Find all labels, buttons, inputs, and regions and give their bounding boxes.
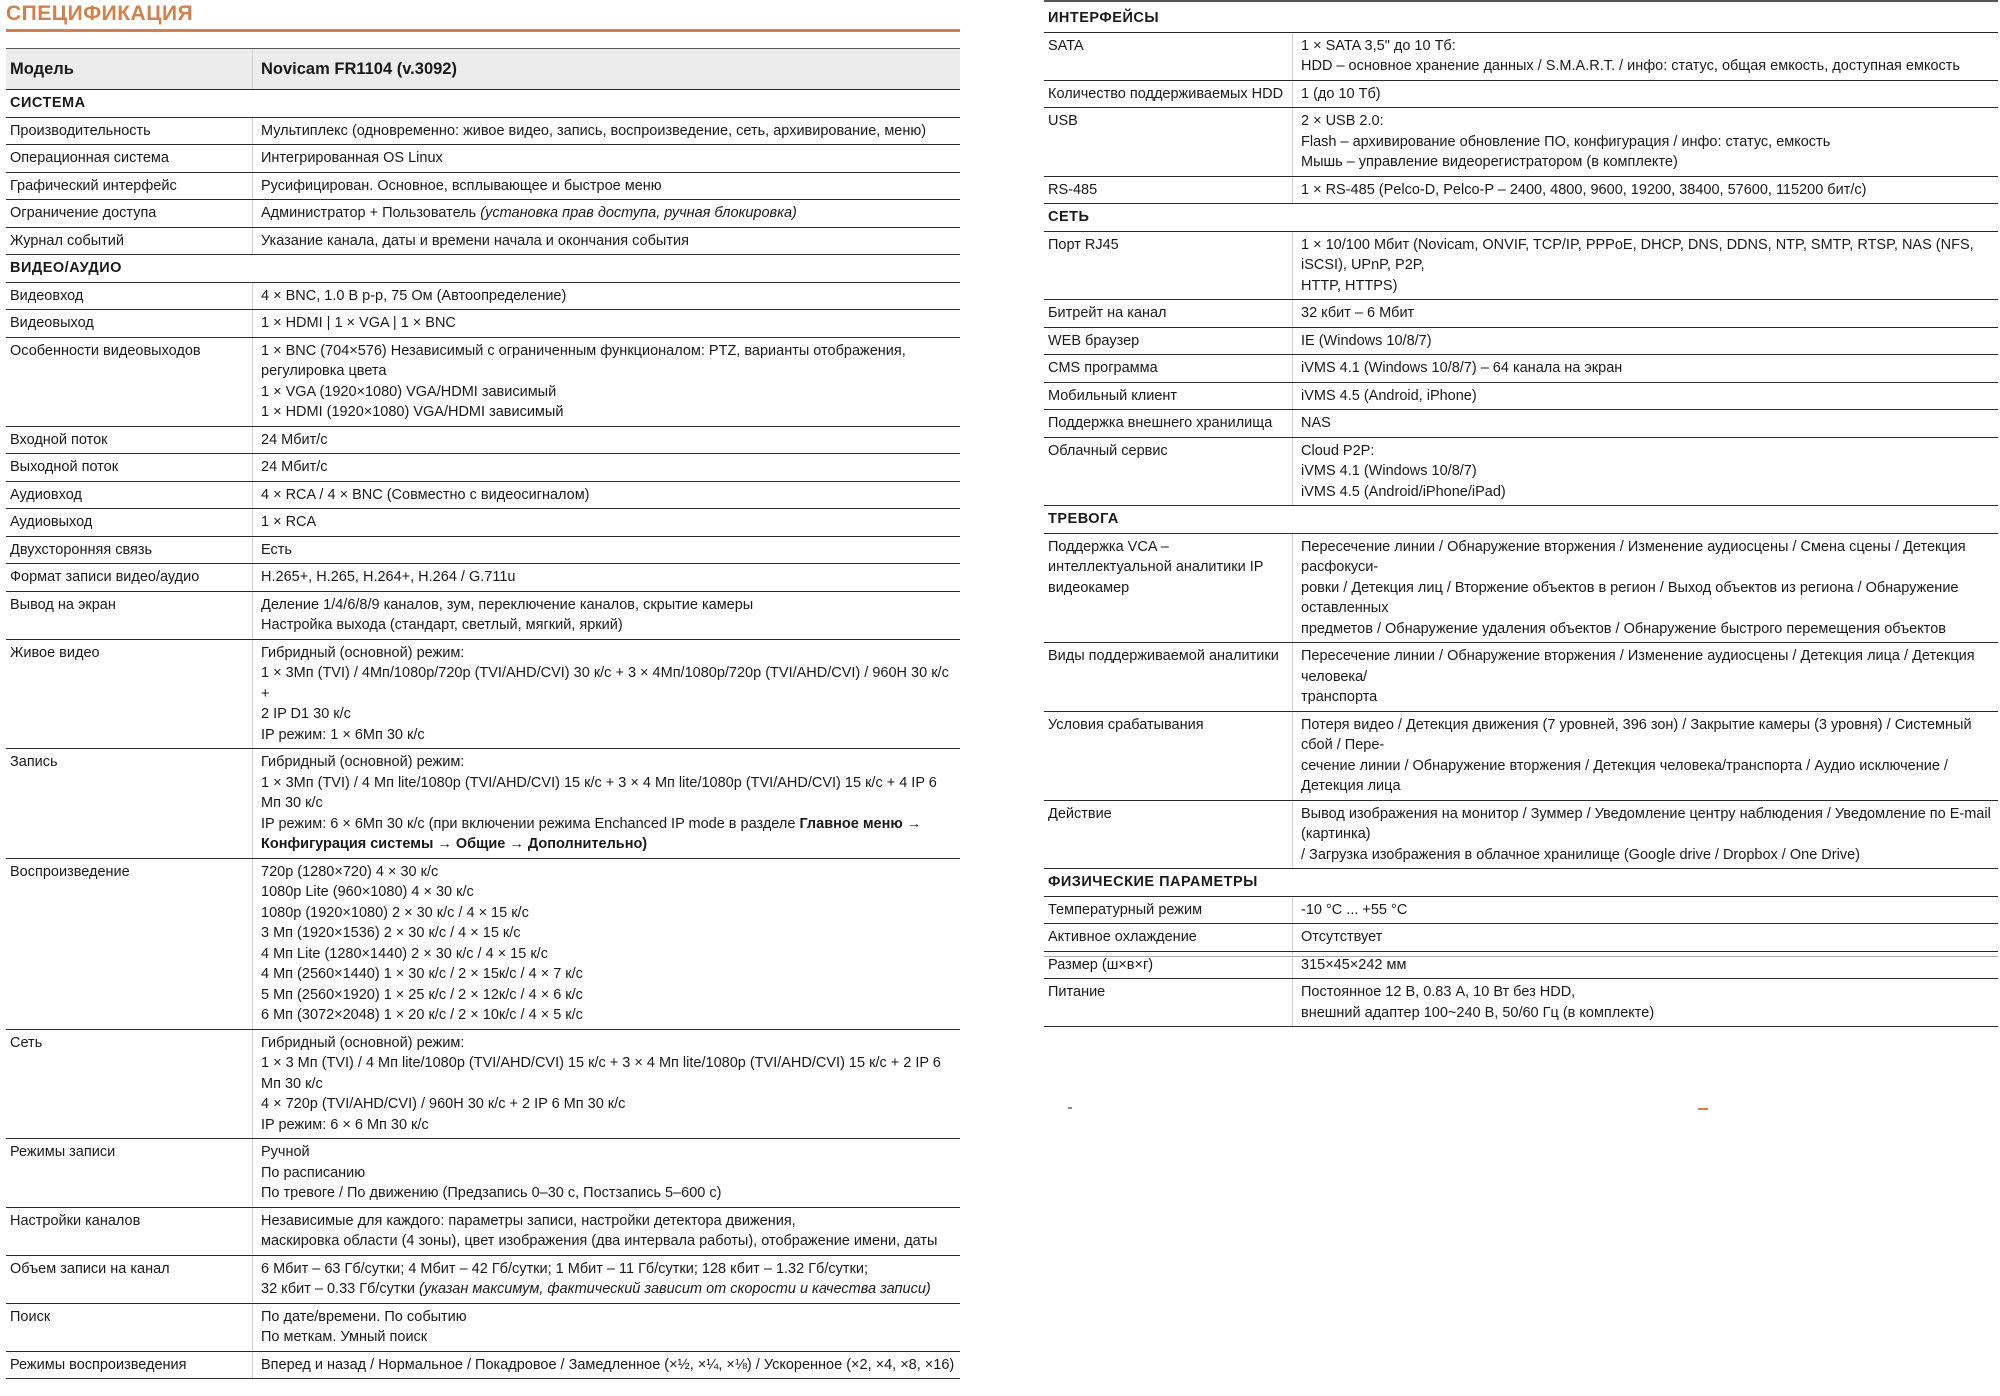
spec-value — [252, 145, 960, 172]
spec-label: Двухсторонняя связь — [10, 541, 153, 558]
spec-value-text: -10 °C ... +55 °C — [1301, 901, 1408, 918]
spec-row — [6, 537, 960, 565]
spec-row — [6, 1030, 960, 1140]
spec-value — [1292, 81, 1998, 108]
spec-value-text: Гибридный (основной) режим: 1 × 3Мп (TVI) / 4 Мп lite/1080p (TVI/AHD/CVI) 15 к/с + 3 × 4 Мп lite/1080p (TVI/AHD/CVI) 15 к/с + 4 IP 6 Мп 30 к/с IP режим: 6 × 6Мп 30 к/с (при включении режима Enchanced IP mode в разделе — [261, 754, 937, 832]
spec-value-text: 2 × USB 2.0: Flash – архивирование обновление ПО, конфигурация / инфо: статус, емкость Мышь – управление видеорегистратором (в комплекте) — [1301, 113, 1831, 170]
spec-label: Видеовыход — [10, 315, 94, 331]
spec-row — [6, 454, 960, 482]
spec-value — [1292, 355, 1998, 382]
spec-label: Аудиовыход — [10, 514, 93, 530]
spec-label: Запись — [10, 754, 58, 770]
page-title: СПЕЦИФИКАЦИЯ — [6, 2, 194, 25]
spec-value — [252, 482, 960, 509]
spec-row — [1044, 924, 1998, 952]
spec-value-text: Есть — [261, 541, 292, 558]
spec-row — [6, 145, 960, 173]
spec-label: Облачный сервис — [1048, 442, 1168, 459]
spec-label: Питание — [1048, 984, 1106, 1000]
spec-value-text: 32 кбит – 6 Мбит — [1301, 305, 1415, 321]
spec-value — [252, 228, 960, 255]
stray-mark — [1698, 1108, 1708, 1110]
spec-value-text: 6 Мбит – 63 Гб/сутки; 4 Мбит – 42 Гб/сутки; 1 Мбит – 11 Гб/сутки; 128 кбит – 1.32 Гб/сутки; 32 кбит – 0.33 Гб/сутки — [261, 1260, 868, 1297]
spec-row — [6, 1256, 960, 1304]
spec-value — [252, 592, 960, 639]
spec-value — [252, 1304, 960, 1351]
spec-value-text: iVMS 4.5 (Android, iPhone) — [1301, 387, 1477, 404]
spec-value-text: Пересечение линии / Обнаружение вторжения / Изменение аудиосцены / Детекция лица / Детекция человека/ транспорта — [1301, 648, 1975, 705]
spec-label: Активное охлаждение — [1048, 929, 1197, 945]
spec-value-text: IE (Windows 10/8/7) — [1301, 332, 1432, 349]
spec-label: Режимы воспроизведения — [10, 1356, 187, 1373]
spec-row — [1044, 33, 1998, 81]
spec-row — [6, 1352, 960, 1380]
spec-value — [252, 537, 960, 564]
spec-row — [1044, 712, 1998, 801]
spec-label: USB — [1048, 113, 1078, 129]
spec-label: Настройки каналов — [10, 1212, 141, 1229]
spec-value-text: 1 (до 10 Тб) — [1301, 85, 1381, 102]
spec-row — [1044, 410, 1998, 438]
spec-label: CMS программа — [1048, 360, 1158, 376]
spec-value-text: Интегрированная OS Linux — [261, 150, 443, 166]
spec-value — [1292, 801, 1998, 869]
spec-row — [1044, 383, 1998, 411]
spec-value — [1292, 979, 1998, 1026]
spec-row — [6, 427, 960, 455]
spec-label: WEB браузер — [1048, 332, 1140, 349]
spec-value — [1292, 924, 1998, 951]
spec-value — [1292, 328, 1998, 355]
spec-value-text: Русифицирован. Основное, всплывающее и быстрое меню — [261, 177, 662, 194]
spec-value-text: 4 × BNC, 1.0 В p-p, 75 Ом (Автоопределение) — [261, 287, 567, 304]
spec-label: Поддержка внешнего хранилища — [1048, 415, 1273, 431]
spec-value-text: Мультиплекс (одновременно: живое видео, запись, воспроизведение, сеть, архивирование, меню) — [261, 122, 927, 139]
spec-row — [6, 859, 960, 1030]
spec-label: Температурный режим — [1048, 901, 1203, 918]
spec-value — [252, 338, 960, 426]
spec-value-note: (установка прав доступа, ручная блокировка) — [480, 205, 797, 221]
spec-value-text: Указание канала, даты и времени начала и окончания события — [261, 232, 689, 249]
spec-value-text: 4 × RCA / 4 × BNC (Совместно с видеосигналом) — [261, 486, 590, 503]
spec-value — [252, 509, 960, 536]
spec-value-text: Гибридный (основной) режим: 1 × 3Мп (TVI) / 4Мп/1080p/720p (TVI/AHD/CVI) 30 к/с + 3 × 4Мп/1080p/720p (TVI/AHD/CVI) / 960H 30 к/с + 2 IP D1 30 к/с IP режим: 1 × 6Мп 30 к/с — [261, 644, 949, 743]
spec-label: Действие — [1048, 805, 1112, 822]
spec-row — [6, 1304, 960, 1352]
spec-value-text: Деление 1/4/6/8/9 каналов, зум, переключение каналов, скрытие камеры Настройка выхода (стандарт, светлый, мягкий, яркий) — [261, 596, 754, 633]
spec-row — [1044, 300, 1998, 328]
spec-value — [1292, 438, 1998, 506]
spec-value-text: 1 × RS-485 (Pelco-D, Pelco-P – 2400, 4800, 9600, 19200, 38400, 57600, 115200 бит/с) — [1301, 181, 1867, 198]
spec-label: Входной поток — [10, 431, 108, 448]
spec-row — [6, 749, 960, 859]
spec-row — [1044, 108, 1998, 177]
spec-label: Поиск — [10, 1308, 51, 1325]
spec-label: Графический интерфейс — [10, 177, 177, 194]
spec-row — [6, 1139, 960, 1208]
spec-label: Размер (ш×в×г) — [1048, 956, 1154, 973]
right-column — [1044, 0, 1998, 1027]
spec-label: Количество поддерживаемых HDD — [1048, 85, 1284, 102]
spec-value-text: Потеря видео / Детекция движения (7 уровней, 396 зон) / Закрытие камеры (3 уровня) / Системный сбой / Пере- сечение линии / Обнаружение вторжения / Детекция человека/транспорта / Аудио исключение / Детекция лица — [1301, 716, 1972, 794]
spec-row — [1044, 534, 1998, 644]
spec-label: Режимы записи — [10, 1144, 116, 1160]
model-value: Novicam FR1104 (v.3092) — [252, 49, 960, 89]
spec-value — [252, 283, 960, 310]
spec-value — [252, 1030, 960, 1139]
spec-row — [1044, 897, 1998, 925]
spec-value — [252, 454, 960, 481]
spec-value — [1292, 643, 1998, 711]
spec-label: Журнал событий — [10, 232, 124, 249]
spec-label: Производительность — [10, 122, 151, 139]
spec-row — [1044, 232, 1998, 301]
spec-value — [252, 427, 960, 454]
left-column — [6, 0, 960, 1379]
spec-row — [6, 1208, 960, 1256]
spec-value — [252, 859, 960, 1029]
spec-value-text: По дате/времени. По событию По меткам. Умный поиск — [261, 1308, 467, 1345]
spec-value-text: 1 × BNC (704×576) Независимый с ограниченным функционалом: PTZ, варианты отображения, регулировка цвета 1 × VGA (1920×1080) VGA/HDMI зависимый 1 × HDMI (1920×1080) VGA/HDMI зависимый — [261, 342, 906, 420]
spec-value-text: 1 × HDMI | 1 × VGA | 1 × BNC — [261, 315, 456, 331]
spec-label: Мобильный клиент — [1048, 387, 1178, 404]
spec-row — [6, 283, 960, 311]
spec-label: Видеовход — [10, 287, 84, 304]
spec-row — [1044, 177, 1998, 205]
spec-value-text: Постоянное 12 В, 0.83 А, 10 Вт без HDD, внешний адаптер 100~240 В, 50/60 Гц (в комплекте) — [1301, 984, 1655, 1021]
section-title: ИНТЕРФЕЙСЫ — [1044, 0, 1998, 33]
spec-value — [1292, 712, 1998, 800]
spec-value — [1292, 410, 1998, 437]
spec-row — [6, 228, 960, 256]
spec-value-text: 1 × 10/100 Мбит (Novicam, ONVIF, TCP/IP, PPPoE, DHCP, DNS, DDNS, NTP, SMTP, RTSP, NAS (NFS, iSCSI), UPnP, P2P, HTTP, HTTPS) — [1301, 236, 1974, 294]
spec-row — [1044, 328, 1998, 356]
spec-row — [1044, 438, 1998, 507]
spec-value-text: Вывод изображения на монитор / Зуммер / Уведомление центру наблюдения / Уведомление по E-mail (картинка) / Загрузка изображения в облачное хранилище (Google drive / Dropbox / One Drive) — [1301, 805, 1991, 863]
spec-label: Выходной поток — [10, 459, 119, 475]
spec-label: Ограничение доступа — [10, 205, 157, 221]
spec-row — [6, 200, 960, 228]
stray-mark — [1068, 1107, 1072, 1109]
spec-value — [252, 749, 960, 858]
spec-value — [252, 173, 960, 200]
spec-value — [252, 564, 960, 591]
spec-value — [252, 1256, 960, 1303]
spec-label: Виды поддерживаемой аналитики — [1048, 648, 1279, 664]
spec-value-text: Отсутствует — [1301, 929, 1383, 945]
spec-value — [252, 1352, 960, 1379]
spec-value — [1292, 534, 1998, 643]
spec-value — [252, 1139, 960, 1207]
spec-label: Объем записи на канал — [10, 1260, 170, 1277]
spec-value-path: Главное меню → Конфигурация системы → Общие → Дополнительно) — [261, 815, 922, 852]
spec-value-text: NAS — [1301, 415, 1331, 431]
spec-row — [6, 640, 960, 750]
section-title: СИСТЕМА — [6, 90, 960, 118]
spec-row — [6, 310, 960, 338]
spec-value — [1292, 232, 1998, 300]
spec-value — [1292, 177, 1998, 204]
spec-value — [252, 640, 960, 749]
spec-label: Операционная система — [10, 150, 169, 166]
spec-value-text: 24 Мбит/с — [261, 431, 328, 448]
spec-value-text: Cloud P2P: iVMS 4.1 (Windows 10/8/7) iVMS 4.5 (Android/iPhone/iPad) — [1301, 442, 1506, 500]
spec-row — [6, 592, 960, 640]
spec-value — [252, 310, 960, 337]
spec-value — [1292, 108, 1998, 176]
spec-row — [1044, 979, 1998, 1027]
spec-value — [252, 118, 960, 145]
spec-label: RS-485 — [1048, 181, 1098, 198]
left-sections — [6, 90, 960, 1379]
spec-label: Поддержка VCA – интеллектуальной аналитики IP видеокамер — [1048, 538, 1264, 596]
spec-value-text: Пересечение линии / Обнаружение вторжения / Изменение аудиосцены / Смена сцены / Детекция расфокуси- ровки / Детекция лиц / Вторжение объектов в регион / Выход объектов из региона / Обнаружение оставленных предметов / Обнаружение удаления объектов / Обнаружение быстрого перемещения объектов — [1301, 538, 1966, 637]
spec-value-text: iVMS 4.1 (Windows 10/8/7) – 64 канала на экран — [1301, 360, 1623, 376]
spec-value — [1292, 300, 1998, 327]
spec-row — [1044, 801, 1998, 870]
spec-label: Воспроизведение — [10, 863, 130, 880]
spec-label: Аудиовход — [10, 486, 82, 503]
spec-label: Вывод на экран — [10, 596, 116, 613]
spec-row — [6, 173, 960, 201]
spec-value-text: 1 × RCA — [261, 514, 317, 530]
section-title: ТРЕВОГА — [1044, 506, 1998, 534]
spec-value-text: Гибридный (основной) режим: 1 × 3 Мп (TVI) / 4 Мп lite/1080p (TVI/AHD/CVI) 15 к/с + 3 × 4 Мп lite/1080p (TVI/AHD/CVI) 15 к/с + 2 IP 6 Мп 30 к/с 4 × 720p (TVI/AHD/CVI) / 960H 30 к/с + 2 IP 6 Мп 30 к/с IP режим: 6 × 6 Мп 30 к/с — [261, 1034, 941, 1133]
spec-row — [6, 564, 960, 592]
spec-value-text: 1 × SATA 3,5" до 10 Тб: HDD – основное хранение данных / S.M.A.R.T. / инфо: статус, общая емкость, доступная емкость — [1301, 37, 1960, 74]
spec-label: Условия срабатывания — [1048, 716, 1204, 733]
spec-value-text: 720p (1280×720) 4 × 30 к/с 1080p Lite (960×1080) 4 × 30 к/с 1080p (1920×1080) 2 × 30 к/с / 4 × 15 к/с 3 Мп (1920×1536) 2 × 30 к/с / 4 × 15 к/с 4 Мп Lite (1280×1440) 2 × 30 к/с / 4 × 15 к/с 4 Мп (2560×1440) 1 × 30 к/с / 2 × 15к/с / 4 × 7 к/с 5 Мп (2560×1920) 1 × 25 к/с / 2 × 12к/с / 4 × 6 к/с 6 Мп (3072×2048) 1 × 20 к/с / 2 × 10к/с / 4 × 5 к/с — [261, 863, 583, 1023]
spec-value-text: Независимые для каждого: параметры записи, настройки детектора движения, маскировка области (4 зоны), цвет изображения (два интервала работы), отображение имени, даты — [261, 1212, 938, 1249]
right-sections — [1044, 0, 1998, 1027]
spec-row — [6, 118, 960, 146]
spec-label: Особенности видеовыходов — [10, 342, 201, 359]
model-label: Модель — [10, 60, 74, 78]
spec-value-text: Администратор + Пользователь — [261, 205, 481, 221]
spec-row — [1044, 81, 1998, 109]
model-row — [6, 48, 960, 90]
spec-value — [1292, 383, 1998, 410]
spec-value — [1292, 33, 1998, 80]
spec-value-text: 315×45×242 мм — [1301, 956, 1407, 973]
spec-row — [1044, 643, 1998, 712]
spec-value — [252, 1208, 960, 1255]
spec-value-text: Ручной По расписанию По тревоге / По движению (Предзапись 0–30 с, Постзапись 5–600 с) — [261, 1144, 722, 1201]
section-title: СЕТЬ — [1044, 204, 1998, 232]
spec-label: Сеть — [10, 1034, 43, 1051]
spec-label: SATA — [1048, 37, 1084, 54]
spec-row — [6, 509, 960, 537]
spec-value — [1292, 897, 1998, 924]
spec-label: Порт RJ45 — [1048, 236, 1119, 253]
spec-label: Формат записи видео/аудио — [10, 569, 200, 585]
right-bottom-rule — [1044, 956, 1998, 957]
spec-value-text: Вперед и назад / Нормальное / Покадровое / Замедленное (×½, ×¼, ×⅛) / Ускоренное (×2, ×4, ×8, ×16) — [261, 1356, 955, 1373]
section-title: ФИЗИЧЕСКИЕ ПАРАМЕТРЫ — [1044, 869, 1998, 897]
spec-row — [6, 338, 960, 427]
section-title: ВИДЕО/АУДИО — [6, 255, 960, 283]
spec-value-text: H.265+, H.265, H.264+, H.264 / G.711u — [261, 569, 516, 585]
spec-row — [6, 482, 960, 510]
spec-label: Живое видео — [10, 644, 100, 661]
spec-value-text: 24 Мбит/с — [261, 459, 328, 475]
spec-label: Битрейт на канал — [1048, 305, 1167, 321]
spec-value — [252, 200, 960, 227]
spec-row — [1044, 355, 1998, 383]
spec-value-note: (указан максимум, фактический зависит от скорости и качества записи) — [419, 1281, 931, 1297]
